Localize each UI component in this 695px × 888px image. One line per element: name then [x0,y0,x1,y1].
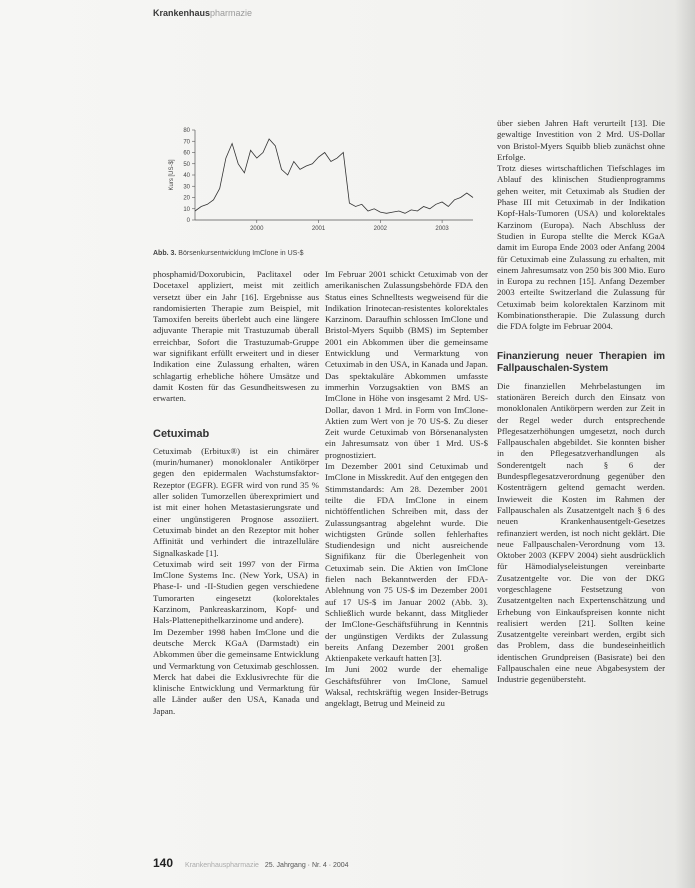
col3-paragraph: Die finanziellen Mehrbelastungen im stationären Bereich durch den Einsatz von monoklonalen Antikörpern werden zur Zeit in der Regel weder durch entsprechende Pflegesatzerhöhungen umgesetzt, noch durch Fallpauschalen abgebildet. Sie konnten bisher in den Pflegesatzverhandlungen als Sonderentgelt nach § 6 der Bundespflegesatzverordnung gegenüber den Kostenträgern geltend gemacht werden. Inwieweit die Kosten im Rahmen der Fallpauschalen als Zusatzentgelt nach § 6 des neuen Krankenhausentgelt-Gesetzes refinanziert werden, ist noch nicht geklärt. Die neue Fallpauschalen-Verordnung vom 13. Oktober 2003 (KFPV 2004) sieht ausdrücklich für Hämodialyseleistungen vereinbarte Zusatzentgelte vor. Die von der DKG vorgeschlagene Festsetzung von Zusatzentgelten nach Expertenschätzung und Erhebung von Einkaufspreisen konnte nicht realisiert werden [21]. Sollten keine Zusatzentgelte vereinbart werden, ergibt sich das Problem, dass die bundeseinheitlich identischen Grundpreisen (Basisrate) bei den Fallpauschalen eine neue Abgabesystem der Industrie gegenübersteht. [497,380,665,685]
col2-paragraph: Im Juni 2002 wurde der ehemalige Geschäftsführer von ImClone, Samuel Waksal, rechtskräftig wegen Insider-Betrugs angeklagt, Betrug und Meineid zu [325,664,488,709]
y-axis-label: Kurs [US-$] [169,159,175,191]
y-tick-label: 10 [183,206,190,213]
stock-chart-svg [153,120,488,252]
column-2 [325,269,488,710]
col1-paragraph: Im Dezember 1998 haben ImClone und die deutsche Merck KGaA (Darmstadt) ein Abkommen über die gemeinsame Entwicklung und Vermarktung von Cetuximab geschlossen. Merck hat dabei die Exklusivrechte für die klinische Entwicklung und Vermarktung für alle Länder außer den USA, Kanada und Japan. [153,626,319,716]
col2-paragraph: Im Dezember 2001 sind Cetuximab und ImClone in Misskredit. Auf den entgegen den Stimmstandards: Am 28. Dezember 2001 teilte die FDA ImClone in einem nichtöffentlichen Schreiben mit, dass der Zulassungsantrag abgelehnt wurde. Die wichtigsten Gründe sollen fehlerhaftes Studiendesign und nicht ausreichende Signifikanz für die Überlegenheit von Cetuximab sein. Die Aktien von ImClone fielen nach Bekanntwerden der FDA-Ablehnung von 75 US-$ im Dezember 2001 auf 17 US-$ im Januar 2002 (Abb. 3). Schließlich wurde bekannt, dass Mitglieder der ImClone-Geschäftsführung in Kenntnis der ungünstigen Verdikts der Zulassung bereits Anfang Dezember 2001 großen Aktienpakete verkauft hatten [3]. [325,461,488,664]
col3-paragraph: über sieben Jahren Haft verurteilt [13]. Die gewaltige Investition von 2 Mrd. US-Dollar von Bristol-Myers Squibb blieb zunächst ohne Erfolge. [497,118,665,162]
x-tick-label: 2003 [435,226,449,232]
col3-paragraph: Trotz dieses wirtschaftlichen Tiefschlages im Ablauf des klinischen Studienprogramms gehen weiter, mit Cetuximab als Studien der Phase III mit Cetuximab in der Indikation Kopf-Hals-Tumoren (USA) und kolorektales Karzinom (Europa). Nach Abschluss der Studien in Europa stellte die Merck KGaA damit im Europa Ende 2003 oder Anfang 2004 für Cetuximab eine Zulassung zu erhalten, mit einem Jahresumsatz von 250 bis 300 Mio. Euro in Europa zu rechnen [15]. Anfang Dezember 2003 erteilte Switzerland die Zulassung für Cetuximab beim kolorektalen Karzinom mit Kombinationstherapie. Die Zulassung durch die FDA folgte im Februar 2004. [497,163,665,332]
y-tick-label: 40 [183,173,190,179]
y-tick-label: 0 [186,218,190,224]
x-tick-label: 2000 [250,226,264,232]
journal-issue: 25. Jahrgang · Nr. 4 · 2004 [264,862,349,869]
y-tick-label: 70 [183,139,190,146]
col2-paragraph: Im Februar 2001 schickt Cetuximab von der amerikanischen Zulassungsbehörde FDA den Status eines Schnelltests wegweisend für die Indikation Irinotecan-resistentes kolorektales Karzinom. Daraufhin schlossen ImClone und Bristol-Myers Squibb (BMS) im September 2001 ein Abkommen über die gemeinsame Entwicklung und Vermarktung von Cetuximab in den USA, in Kanada und Japan. Das spektakuläre Abkommen umfasste immerhin Vorzugsaktien von BMS an ImClone in Höhe von insgesamt 2 Mrd. US-Dollar, davon 1 Mrd. in Form von ImClone-Aktien zum Wert von je 70 US-$. Zu dieser Zeit wurde Cetuximab von Börsenanalysten ein Jahresumsatz von über 1 Mrd. US-$ prognostiziert. [325,269,488,460]
journal-name: Krankenhauspharmazie [184,862,259,869]
column-1 [153,269,319,717]
figure-caption-label: Abb. 3. [153,250,177,257]
figure-caption [153,250,488,257]
col1-paragraph: Cetuximab wird seit 1997 von der Firma ImClone Systems Inc. (New York, USA) in Phase-I- und -II-Studien gegen verschiedene Tumorarten eingesetzt (kolorektales Karzinom, Pankreaskarzinom, Kopf- und Hals-Plattenepithelkarzinome und andere). [153,558,319,626]
col1-paragraph: Cetuximab (Erbitux®) ist ein chimärer (murin/humaner) monoklonaler Antikörper gegen den epidermalen Wachstumsfaktor-Rezeptor (EGFR). EGFR wird von rund 35 % aller soliden Tumorzellen überexprimiert und ist mit einer hohen Metastasierungsrate und einer ungünstigeren Prognose assoziiert. Cetuximab bindet an den Rezeptor mit hoher Affinität und verhindert die intrazelluläre Signalkaskade [1]. [153,445,319,558]
running-header-light: pharmazie [210,8,253,18]
running-header-bold: Krankenhaus [153,8,211,18]
section-heading-finanzierung: Finanzierung neuer Therapien im Fallpauschalen-System [497,350,665,374]
y-tick-label: 20 [183,195,190,202]
y-tick-label: 30 [183,184,190,191]
x-tick-label: 2002 [373,226,388,232]
binding-shadow [675,0,695,888]
running-header [153,8,252,18]
col1-paragraph: phosphamid/Doxorubicin, Paclitaxel oder Docetaxel appliziert, meist mit zeitlich versetzt über ein Jahr [16]. Ergebnisse aus randomisierten Therapie zum Beispiel, mit Tamoxifen bereits überlebt auch eine längere adjuvante Therapie mit Trastuzumab überall erreichbar, Sofort die Trastuzumab-Gruppe war signifikant erfüllt erweitert und in dieser Indikation eine Zulassung erhalten, wären schlagartig erhebliche höhere Umsätze und damit Kosten für das Gesundheitswesen zu erwarten. [153,269,319,404]
y-tick-label: 80 [183,128,190,134]
price-series-line [195,139,473,213]
figure-caption-text: Börsenkursentwicklung ImClone in US-$ [178,250,304,257]
section-heading-cetuximab: Cetuximab [153,427,210,440]
page-footer [153,856,493,870]
y-tick-label: 60 [183,150,190,157]
x-tick-label: 2001 [311,226,326,232]
stock-chart [153,120,488,252]
page-number: 140 [153,856,174,870]
y-tick-label: 50 [183,161,190,168]
column-3 [497,118,665,686]
